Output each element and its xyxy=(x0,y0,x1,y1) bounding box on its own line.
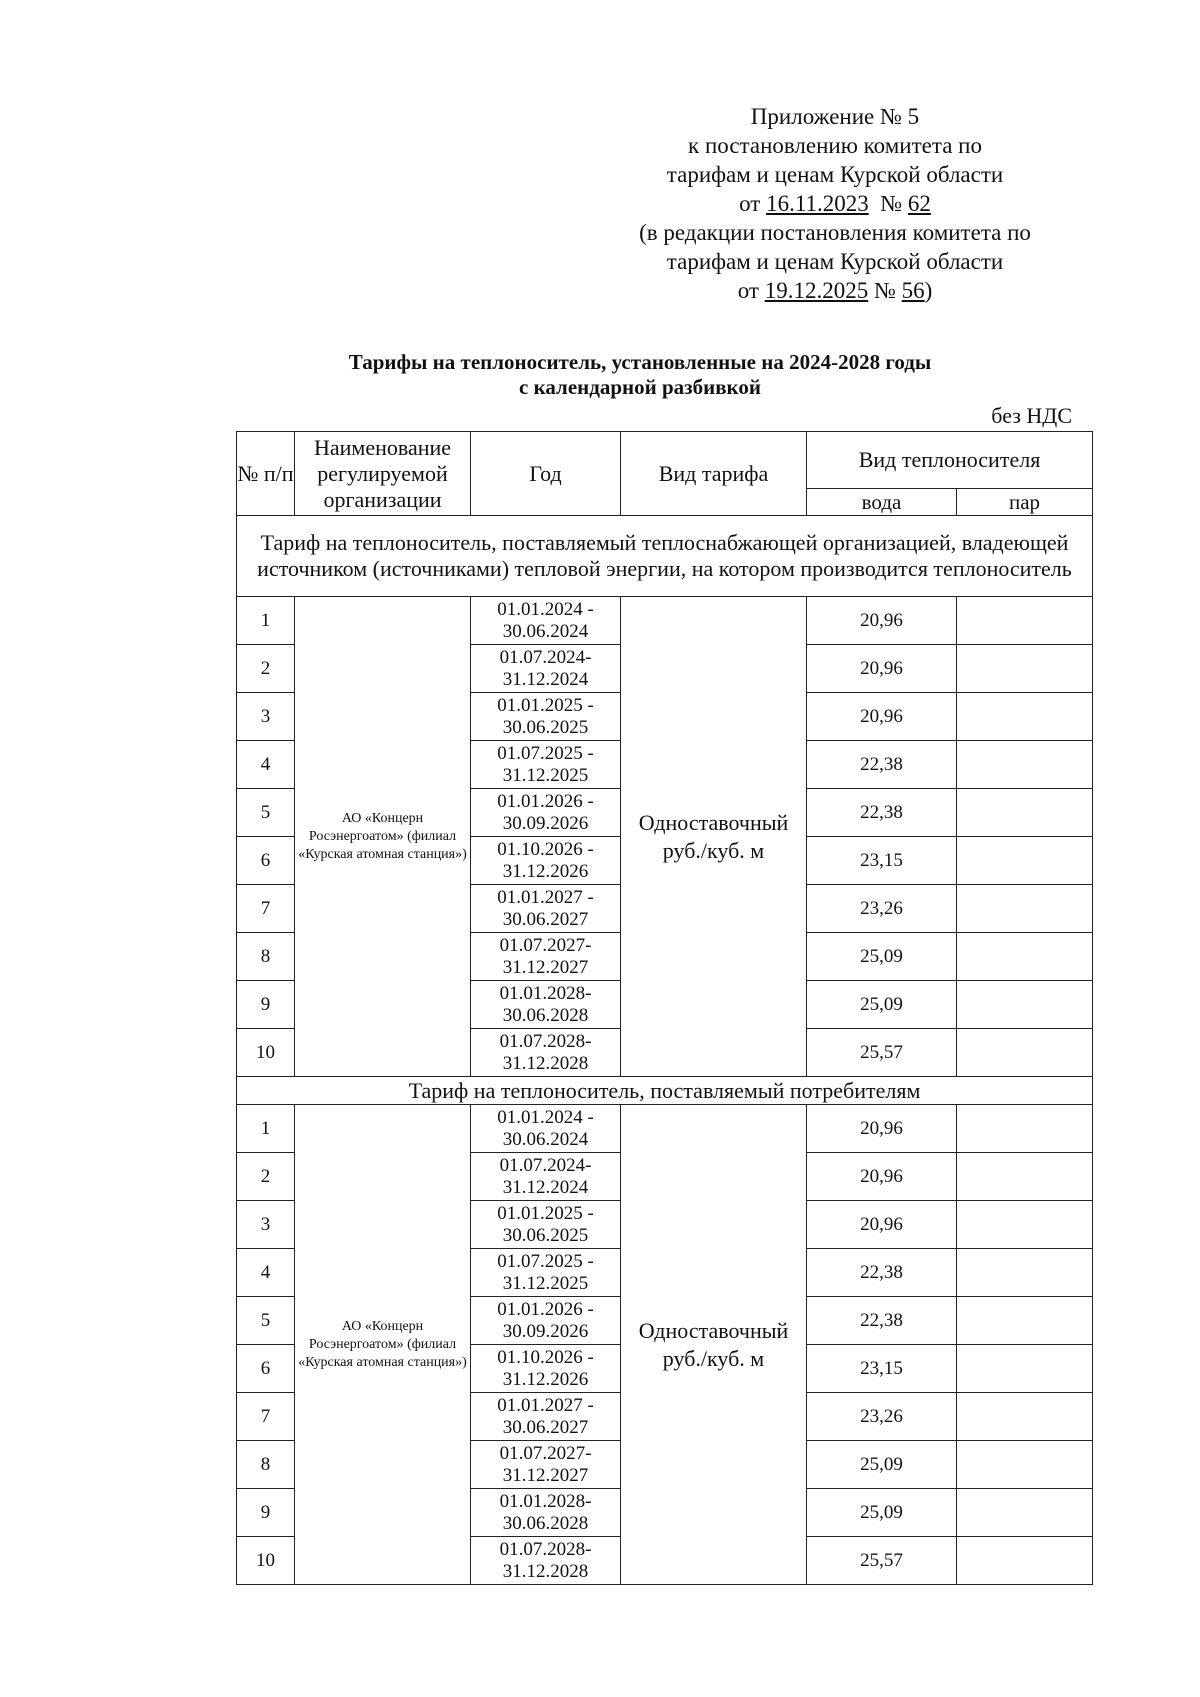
period-cell: 01.01.2027 - 30.06.2027 xyxy=(471,1393,621,1441)
period-cell: 01.01.2025 - 30.06.2025 xyxy=(471,693,621,741)
row-number: 6 xyxy=(237,837,295,885)
water-tariff: 25,09 xyxy=(807,981,957,1029)
water-tariff: 20,96 xyxy=(807,1201,957,1249)
water-tariff: 25,09 xyxy=(807,1441,957,1489)
water-tariff: 25,09 xyxy=(807,933,957,981)
water-tariff: 20,96 xyxy=(807,1153,957,1201)
water-tariff: 23,26 xyxy=(807,885,957,933)
document-title xyxy=(240,350,1040,400)
section-heading-row xyxy=(237,516,1093,597)
period-cell: 01.01.2026 - 30.09.2026 xyxy=(471,1297,621,1345)
steam-tariff xyxy=(957,741,1093,789)
steam-tariff xyxy=(957,933,1093,981)
row-number: 3 xyxy=(237,693,295,741)
water-tariff: 25,57 xyxy=(807,1029,957,1077)
edition-date: 19.12.2025 xyxy=(764,278,869,303)
title-line: Тарифы на теплоноситель, установленные на 2024-2028 годы xyxy=(348,350,932,374)
table-row xyxy=(237,597,1093,645)
steam-tariff xyxy=(957,1153,1093,1201)
header-tariff-type: Вид тарифа xyxy=(621,432,807,516)
tariff-kind: Одноставочный руб./куб. м xyxy=(621,597,807,1077)
decree-number-label: № xyxy=(880,191,903,216)
water-tariff: 25,09 xyxy=(807,1489,957,1537)
period-cell: 01.01.2025 - 30.06.2025 xyxy=(471,1201,621,1249)
steam-tariff xyxy=(957,693,1093,741)
period-cell: 01.01.2027 - 30.06.2027 xyxy=(471,885,621,933)
edition-number-label: № xyxy=(873,278,896,303)
water-tariff: 23,15 xyxy=(807,1345,957,1393)
appendix-block xyxy=(590,102,1080,305)
decree-number: 62 xyxy=(907,191,931,216)
period-cell: 01.07.2025 - 31.12.2025 xyxy=(471,741,621,789)
row-number: 2 xyxy=(237,1153,295,1201)
steam-tariff xyxy=(957,1489,1093,1537)
steam-tariff xyxy=(957,1249,1093,1297)
table-row xyxy=(237,1105,1093,1153)
header-steam: пар xyxy=(957,489,1093,516)
water-tariff: 20,96 xyxy=(807,1105,957,1153)
water-tariff: 20,96 xyxy=(807,693,957,741)
decree-reference xyxy=(590,189,1080,218)
edition-prefix: от xyxy=(737,278,759,303)
row-number: 6 xyxy=(237,1345,295,1393)
period-cell: 01.07.2024- 31.12.2024 xyxy=(471,1153,621,1201)
period-cell: 01.01.2024 - 30.06.2024 xyxy=(471,1105,621,1153)
steam-tariff xyxy=(957,1441,1093,1489)
row-number: 10 xyxy=(237,1537,295,1585)
header-number: № п/п xyxy=(237,432,295,516)
water-tariff: 22,38 xyxy=(807,1297,957,1345)
row-number: 10 xyxy=(237,1029,295,1077)
row-number: 5 xyxy=(237,1297,295,1345)
steam-tariff xyxy=(957,1105,1093,1153)
period-cell: 01.07.2027- 31.12.2027 xyxy=(471,933,621,981)
steam-tariff xyxy=(957,645,1093,693)
water-tariff: 23,26 xyxy=(807,1393,957,1441)
row-number: 4 xyxy=(237,1249,295,1297)
header-water: вода xyxy=(807,489,957,516)
steam-tariff xyxy=(957,1393,1093,1441)
steam-tariff xyxy=(957,789,1093,837)
title-line: с календарной разбивкой xyxy=(519,375,761,399)
row-number: 8 xyxy=(237,1441,295,1489)
header-organization: Наименование регулируемой организации xyxy=(295,432,471,516)
header-year: Год xyxy=(471,432,621,516)
row-number: 5 xyxy=(237,789,295,837)
tariff-table-body xyxy=(237,516,1093,1585)
edition-number: 56 xyxy=(901,278,925,303)
period-cell: 01.01.2028- 30.06.2028 xyxy=(471,981,621,1029)
steam-tariff xyxy=(957,885,1093,933)
period-cell: 01.01.2028- 30.06.2028 xyxy=(471,1489,621,1537)
decree-prefix: от xyxy=(739,191,761,216)
steam-tariff xyxy=(957,1201,1093,1249)
appendix-line: (в редакции постановления комитета по xyxy=(639,220,1031,245)
organization-name: АО «Концерн Росэнергоатом» (филиал «Курская атомная станция») xyxy=(295,597,471,1077)
steam-tariff xyxy=(957,1537,1093,1585)
row-number: 7 xyxy=(237,885,295,933)
steam-tariff xyxy=(957,597,1093,645)
steam-tariff xyxy=(957,1029,1093,1077)
steam-tariff xyxy=(957,981,1093,1029)
water-tariff: 22,38 xyxy=(807,741,957,789)
row-number: 1 xyxy=(237,1105,295,1153)
period-cell: 01.07.2028- 31.12.2028 xyxy=(471,1537,621,1585)
water-tariff: 22,38 xyxy=(807,1249,957,1297)
header-carrier-type: Вид теплоносителя xyxy=(807,432,1093,489)
row-number: 7 xyxy=(237,1393,295,1441)
row-number: 8 xyxy=(237,933,295,981)
edition-close: ) xyxy=(924,278,933,303)
water-tariff: 25,57 xyxy=(807,1537,957,1585)
section-heading: Тариф на теплоноситель, поставляемый теплоснабжающей организацией, владеющей источником (источниками) тепловой энергии, на котором производится теплоноситель xyxy=(237,516,1093,597)
row-number: 4 xyxy=(237,741,295,789)
steam-tariff xyxy=(957,1345,1093,1393)
period-cell: 01.01.2026 - 30.09.2026 xyxy=(471,789,621,837)
appendix-line: тарифам и ценам Курской области xyxy=(666,162,1004,187)
tariff-kind: Одноставочный руб./куб. м xyxy=(621,1105,807,1585)
row-number: 3 xyxy=(237,1201,295,1249)
water-tariff: 20,96 xyxy=(807,645,957,693)
appendix-line: тарифам и ценам Курской области xyxy=(666,249,1004,274)
vat-note: без НДС xyxy=(991,403,1072,428)
appendix-line: Приложение № 5 xyxy=(750,104,920,129)
row-number: 9 xyxy=(237,1489,295,1537)
period-cell: 01.01.2024 - 30.06.2024 xyxy=(471,597,621,645)
water-tariff: 23,15 xyxy=(807,837,957,885)
period-cell: 01.07.2028- 31.12.2028 xyxy=(471,1029,621,1077)
period-cell: 01.07.2025 - 31.12.2025 xyxy=(471,1249,621,1297)
organization-name: АО «Концерн Росэнергоатом» (филиал «Курская атомная станция») xyxy=(295,1105,471,1585)
row-number: 2 xyxy=(237,645,295,693)
period-cell: 01.10.2026 - 31.12.2026 xyxy=(471,837,621,885)
section-heading: Тариф на теплоноситель, поставляемый потребителям xyxy=(237,1077,1093,1105)
decree-date: 16.11.2023 xyxy=(766,191,869,216)
period-cell: 01.07.2024- 31.12.2024 xyxy=(471,645,621,693)
water-tariff: 22,38 xyxy=(807,789,957,837)
steam-tariff xyxy=(957,1297,1093,1345)
period-cell: 01.07.2027- 31.12.2027 xyxy=(471,1441,621,1489)
section-heading-row xyxy=(237,1077,1093,1105)
appendix-line: к постановлению комитета по xyxy=(688,133,982,158)
row-number: 9 xyxy=(237,981,295,1029)
row-number: 1 xyxy=(237,597,295,645)
water-tariff: 20,96 xyxy=(807,597,957,645)
tariff-table xyxy=(236,431,1093,1585)
period-cell: 01.10.2026 - 31.12.2026 xyxy=(471,1345,621,1393)
steam-tariff xyxy=(957,837,1093,885)
edition-reference xyxy=(590,276,1080,305)
